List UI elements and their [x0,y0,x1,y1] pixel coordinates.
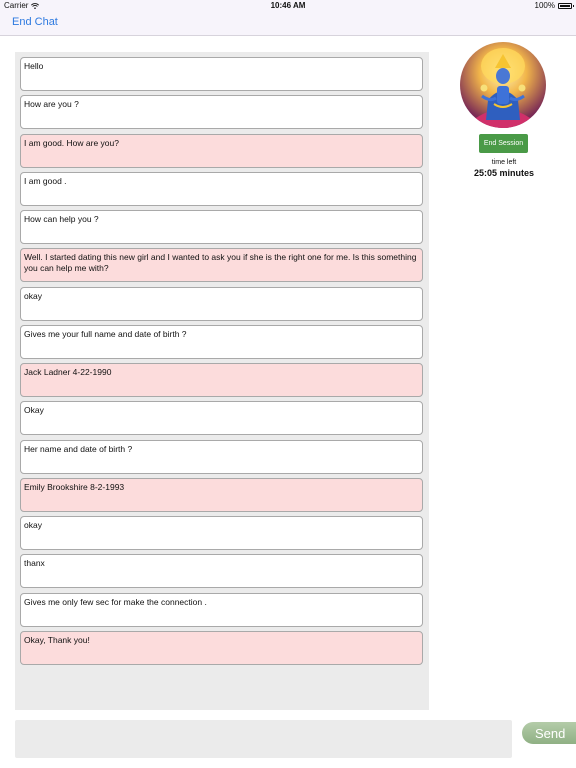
carrier-label: Carrier [4,1,29,10]
user-message: Jack Ladner 4-22-1990 [20,363,423,397]
user-message: Okay, Thank you! [20,631,423,665]
status-bar [0,0,576,12]
advisor-message: Gives me only few sec for make the connection . [20,593,423,627]
message-list [20,57,423,669]
user-message: I am good. How are you? [20,134,423,168]
user-message: Well. I started dating this new girl and I wanted to ask you if she is the right one for me. Is this something you can help me with? [20,248,423,282]
nav-bar [0,12,576,36]
send-button[interactable]: Send [522,722,576,744]
chat-transcript-panel[interactable] [15,52,429,710]
advisor-message: Okay [20,401,423,435]
advisor-message: okay [20,516,423,550]
advisor-message: okay [20,287,423,321]
advisor-avatar [460,42,546,128]
advisor-message: How can help you ? [20,210,423,244]
status-time: 10:46 AM [270,1,306,10]
time-left-value: 25:05 minutes [473,168,535,178]
end-session-button[interactable]: End Session [479,134,528,153]
time-left-label: time left [491,159,517,166]
status-right [535,0,572,12]
advisor-message: Gives me your full name and date of birth ? [20,325,423,359]
advisor-message: Her name and date of birth ? [20,440,423,474]
user-message: Emily Brookshire 8-2-1993 [20,478,423,512]
battery-icon [558,3,572,9]
battery-percent: 100% [534,1,555,10]
message-input[interactable] [15,720,512,758]
advisor-message: I am good . [20,172,423,206]
advisor-message: Hello [20,57,423,91]
advisor-message: How are you ? [20,95,423,129]
advisor-message: thanx [20,554,423,588]
end-chat-button[interactable]: End Chat [12,16,58,28]
